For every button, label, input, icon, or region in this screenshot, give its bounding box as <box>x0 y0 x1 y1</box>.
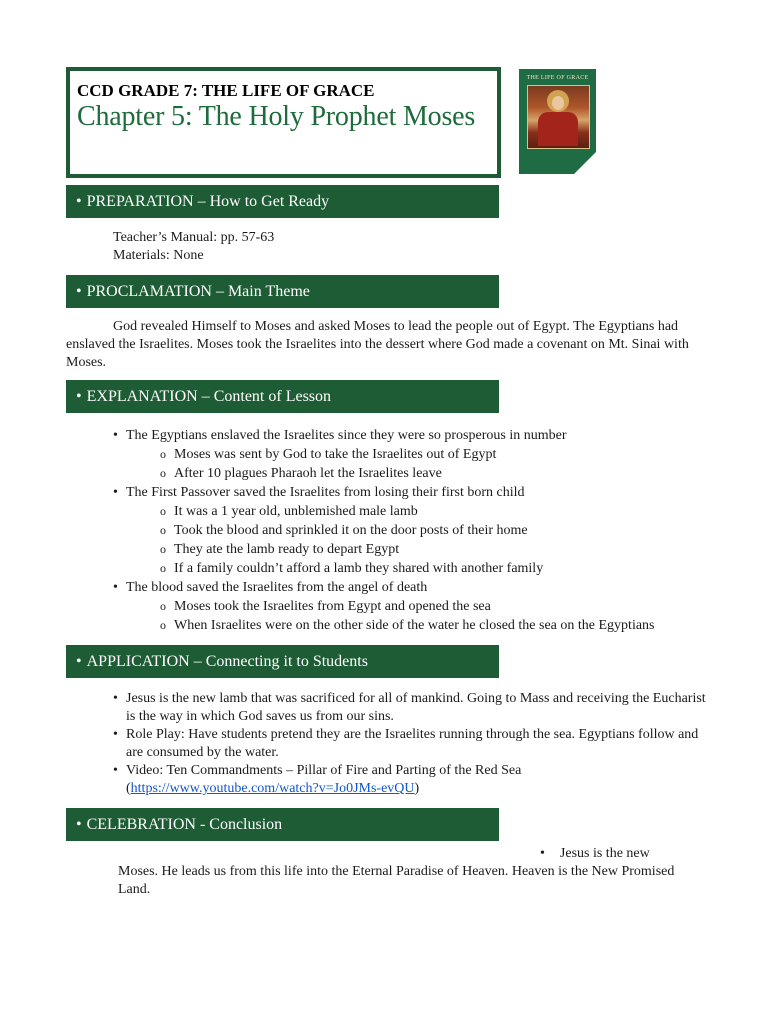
chapter-title: Chapter 5: The Holy Prophet Moses <box>77 101 476 132</box>
cover-title: THE LIFE OF GRACE <box>526 75 589 81</box>
application-heading: APPLICATION – Connecting it to Students <box>86 653 368 670</box>
proclamation-paragraph: God revealed Himself to Moses and asked Moses to lead the people out of Egypt. The Egyptians had enslaved the Israelites. Moses took the Israelites into the dessert where God made a covenant on Mt. Sinai with Moses. <box>66 319 689 370</box>
sub-list-item: o Took the blood and sprinkled it on the door posts of their home <box>160 521 712 540</box>
list-item: • Role Play: Have students pretend they are the Israelites running through the sea. Egyptians follow and are consumed by the water. <box>112 726 712 762</box>
celebration-item-rest: Moses. He leads us from this life into the Eternal Paradise of Heaven. Heaven is the New Promised Land. <box>118 864 675 897</box>
celebration-heading: CELEBRATION - Conclusion <box>86 816 283 833</box>
section-bar-preparation: • PREPARATION – How to Get Ready <box>66 185 499 218</box>
sub-list-item: o They ate the lamb ready to depart Egypt <box>160 540 712 559</box>
explanation-list <box>112 426 712 635</box>
course-title: CCD GRADE 7: THE LIFE OF GRACE <box>77 81 375 100</box>
sub-list-item: o When Israelites were on the other side of the water he closed the sea on the Egyptians <box>160 616 712 635</box>
section-bar-proclamation: • PROCLAMATION – Main Theme <box>66 275 499 308</box>
list-item: • The Egyptians enslaved the Israelites since they were so prosperous in number o Moses was sent by God to take the Israelites out of Egypt o After 10 plagues Pharaoh let the Israelites leave <box>112 426 712 483</box>
section-bar-application: • APPLICATION – Connecting it to Students <box>66 645 499 678</box>
list-item: • The blood saved the Israelites from the angel of death o Moses took the Israelites from Egypt and opened the sea o When Israelites were on the other side of the water he closed the sea on the Egyptians <box>112 578 712 635</box>
title-box <box>66 67 501 178</box>
list-item: • The First Passover saved the Israelites from losing their first born child o It was a 1 year old, unblemished male lamb o Took the blood and sprinkled it on the door posts of their home o They ate the lamb ready to depart Egypt o If a family couldn’t afford a lamb they shared with another family <box>112 483 712 578</box>
celebration-item-start: • Jesus is the new <box>540 846 650 861</box>
video-link[interactable]: https://www.youtube.com/watch?v=Jo0JMs-evQU <box>130 781 415 796</box>
preparation-content <box>113 229 274 265</box>
proclamation-heading: PROCLAMATION – Main Theme <box>86 283 310 300</box>
section-bar-explanation: • EXPLANATION – Content of Lesson <box>66 380 499 413</box>
sub-list-item: o Moses was sent by God to take the Israelites out of Egypt <box>160 445 712 464</box>
cover-artwork <box>527 85 590 149</box>
book-cover-image <box>519 69 596 174</box>
preparation-heading: PREPARATION – How to Get Ready <box>86 193 330 210</box>
preparation-manual: Teacher’s Manual: pp. 57-63 <box>113 230 275 245</box>
cover-corner-fold <box>574 152 596 174</box>
video-description: Video: Ten Commandments – Pillar of Fire and Parting of the Red Sea <box>126 763 522 778</box>
sub-list-item: o If a family couldn’t afford a lamb they shared with another family <box>160 559 712 578</box>
list-item: • Jesus is the new lamb that was sacrificed for all of mankind. Going to Mass and receiving the Eucharist is the way in which God saves us from our sins. <box>112 690 712 726</box>
section-bar-celebration: • CELEBRATION - Conclusion <box>66 808 499 841</box>
preparation-materials: Materials: None <box>113 248 204 263</box>
sub-list-item: o Moses took the Israelites from Egypt and opened the sea <box>160 597 712 616</box>
explanation-heading: EXPLANATION – Content of Lesson <box>86 388 332 405</box>
sub-list-item: o It was a 1 year old, unblemished male lamb <box>160 502 712 521</box>
list-item: • Video: Ten Commandments – Pillar of Fire and Parting of the Red Sea (https://www.youtube.com/watch?v=Jo0JMs-evQU) <box>112 762 712 798</box>
application-list <box>112 690 712 798</box>
sub-list-item: o After 10 plagues Pharaoh let the Israelites leave <box>160 464 712 483</box>
